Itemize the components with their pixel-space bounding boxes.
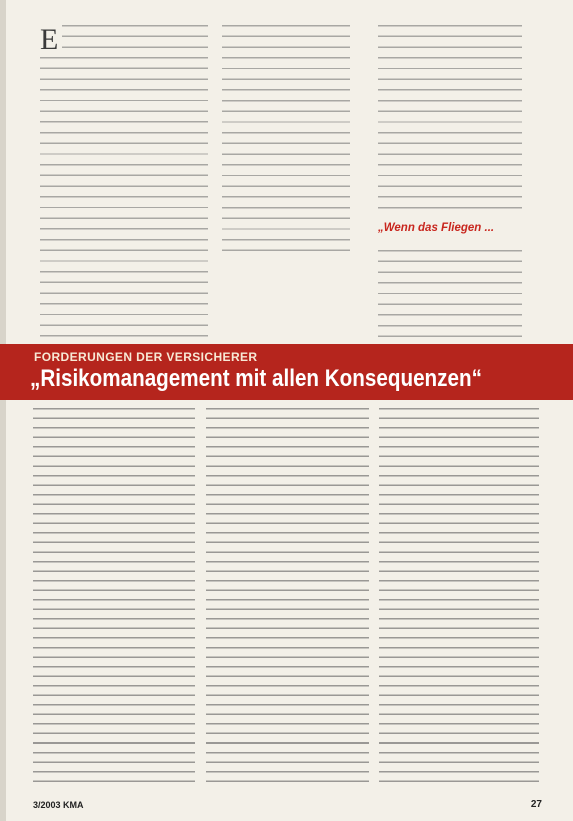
article-column-3-continued bbox=[378, 250, 522, 345]
story-column-1 bbox=[33, 408, 195, 788]
story-column-2 bbox=[206, 408, 369, 788]
article-headline: „Risikomanagement mit allen Konsequenzen“ bbox=[30, 365, 482, 392]
article-column-3 bbox=[378, 25, 522, 215]
page-edge bbox=[0, 0, 6, 821]
text-block bbox=[222, 25, 350, 255]
article-column-2 bbox=[222, 25, 350, 255]
pull-quote: „Wenn das Fliegen ... bbox=[378, 222, 495, 234]
page-number: 27 bbox=[530, 799, 542, 810]
drop-cap: E bbox=[40, 23, 59, 56]
text-block bbox=[62, 25, 208, 55]
issue-label: 3/2003 KMA bbox=[33, 800, 84, 810]
text-block bbox=[378, 25, 522, 215]
text-block bbox=[33, 408, 195, 788]
story-column-3 bbox=[379, 408, 539, 788]
text-block bbox=[378, 250, 522, 345]
text-block bbox=[40, 57, 208, 337]
section-kicker: FORDERUNGEN DER VERSICHERER bbox=[34, 350, 258, 364]
text-block bbox=[379, 408, 539, 788]
text-block bbox=[206, 408, 369, 788]
article-column-1 bbox=[40, 25, 208, 337]
